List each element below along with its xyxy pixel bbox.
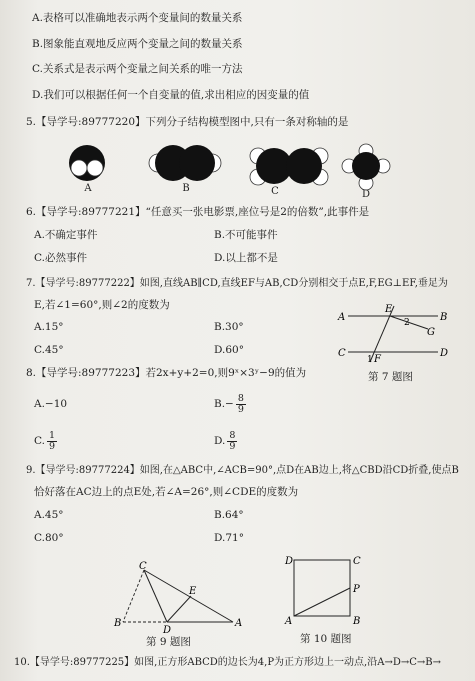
q8-option-a: A.−10 <box>34 398 68 410</box>
q9-label-b: B <box>114 618 122 629</box>
q7-figure <box>330 300 450 370</box>
q9-option-a: A.45° <box>34 509 64 521</box>
q9-stem-line2: 恰好落在AC边上的点E处,若∠A=26°,则∠CDE的度数为 <box>34 486 299 498</box>
q7-option-b: B.30° <box>214 321 244 333</box>
q4-option-a: A.表格可以准确地表示两个变量间的数量关系 <box>32 12 243 24</box>
molecule-b <box>149 145 221 181</box>
q8-option-d <box>214 426 237 456</box>
q9-label-d: D <box>163 625 172 636</box>
q8-option-d-prefix: D. <box>214 435 226 447</box>
q9-figure <box>105 558 255 636</box>
q9-stem-line1: 9.【导学号:89777224】如图,在△ABC中,∠ACB=90°,点D在AB边上,将△CBD沿CD折叠,使点B <box>26 465 459 476</box>
q7-option-c: C.45° <box>34 344 64 356</box>
q8-option-c-fraction <box>47 431 57 452</box>
q5-label-b: B <box>182 183 190 194</box>
q6-option-a: A.不确定事件 <box>34 229 98 241</box>
q8-option-c-prefix: C. <box>34 435 45 447</box>
q10-label-d: D <box>285 556 294 567</box>
q10-label-c: C <box>353 556 361 567</box>
q9-option-b: B.64° <box>214 509 244 521</box>
q8-option-b-fraction <box>236 394 246 415</box>
q9-figure-caption: 第 9 题图 <box>146 636 191 648</box>
q6-stem: 6.【导学号:89777221】“任意买一张电影票,座位号是2的倍数”,此事件是 <box>26 206 370 218</box>
q9-label-a: A <box>235 618 243 629</box>
q7-label-e: E <box>385 304 393 315</box>
q8-option-b-prefix: B.− <box>214 398 234 410</box>
q4-option-c: C.关系式是表示两个变量之间关系的唯一方法 <box>32 63 243 75</box>
q10-figure-caption: 第 10 题图 <box>300 633 352 645</box>
q7-label-a: A <box>338 312 346 323</box>
q4-option-b: B.图象能直观地反应两个变量之间的数量关系 <box>32 38 243 50</box>
q6-option-c: C.必然事件 <box>34 252 87 264</box>
q8-option-c-numerator: 1 <box>49 429 56 441</box>
q7-label-c: C <box>338 348 346 359</box>
q7-stem-line1: 7.【导学号:89777222】如图,直线AB∥CD,直线EF与AB,CD分别相交于点E,F,EG⊥EF,垂足为 <box>26 278 448 289</box>
q9-option-c: C.80° <box>34 532 64 544</box>
q5-stem: 5.【导学号:89777220】下列分子结构模型图中,只有一条对称轴的是 <box>26 116 349 128</box>
q7-option-a: A.15° <box>34 321 64 333</box>
q5-label-a: A <box>84 183 92 194</box>
q10-label-a: A <box>285 616 293 627</box>
q8-option-d-numerator: 8 <box>229 429 236 441</box>
q6-option-b: B.不可能事件 <box>214 229 278 241</box>
q7-label-d: D <box>440 348 449 359</box>
q8-option-c-denominator: 9 <box>49 440 56 452</box>
q8-option-c <box>34 426 57 456</box>
q7-stem-line2: E,若∠1=60°,则∠2的度数为 <box>34 299 170 311</box>
molecule-d <box>342 144 390 190</box>
q7-label-f: F <box>374 354 381 365</box>
q9-label-e: E <box>189 586 197 597</box>
q8-option-d-fraction <box>227 431 237 452</box>
q8-option-d-denominator: 9 <box>229 440 236 452</box>
molecule-a <box>69 145 105 181</box>
q8-option-b-denominator: 9 <box>237 403 244 415</box>
q4-option-d: D.我们可以根据任何一个自变量的值,求出相应的因变量的值 <box>32 89 310 101</box>
q9-option-d: D.71° <box>214 532 244 544</box>
q7-label-b: B <box>440 312 448 323</box>
q10-stem: 10.【导学号:89777225】如图,正方形ABCD的边长为4,P为正方形边上一动点,沿A→D→C→B→ <box>14 657 441 668</box>
q7-option-d: D.60° <box>214 344 244 356</box>
q7-label-angle1: 1 <box>367 355 373 365</box>
q6-option-d: D.以上都不是 <box>214 252 278 264</box>
q10-figure <box>282 552 367 632</box>
q7-figure-caption: 第 7 题图 <box>368 371 413 383</box>
q7-label-g: G <box>427 327 435 338</box>
q7-label-angle2: 2 <box>404 318 410 328</box>
q10-label-p: P <box>353 584 360 595</box>
q8-stem: 8.【导学号:89777223】若2x+y+2=0,则9ˣ×3ʸ−9的值为 <box>26 367 307 379</box>
q9-label-c: C <box>139 561 147 572</box>
molecule-c <box>250 148 328 185</box>
q5-label-c: C <box>271 186 279 197</box>
q5-label-d: D <box>361 189 371 200</box>
q10-label-b: B <box>353 616 361 627</box>
q8-option-b <box>214 389 246 419</box>
q8-option-b-numerator: 8 <box>237 392 244 404</box>
